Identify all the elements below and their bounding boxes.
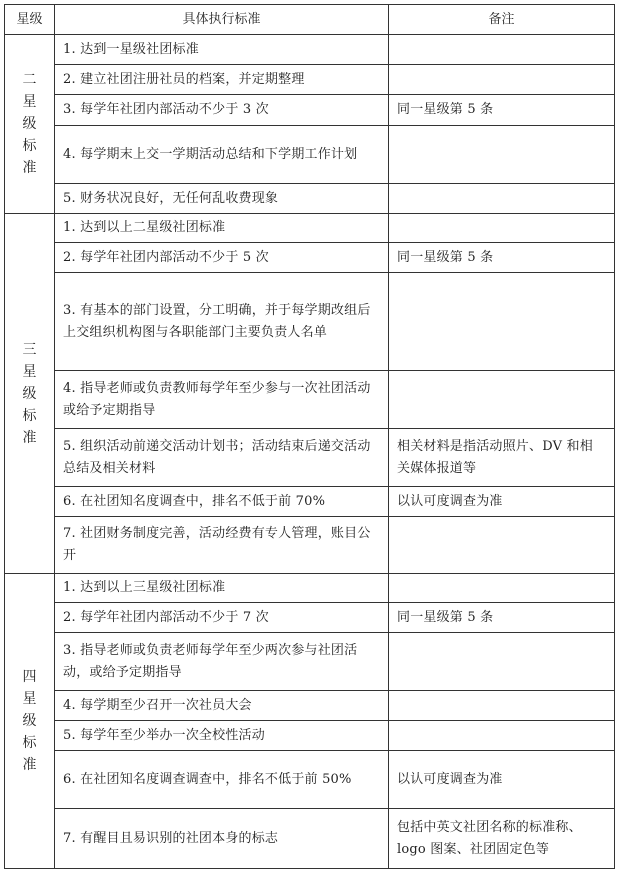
note-cell: 同一星级第 5 条: [389, 603, 615, 633]
note-cell: [389, 574, 615, 603]
note-cell: [389, 273, 615, 371]
criteria-cell: 1. 达到以上二星级社团标准: [55, 214, 389, 243]
note-cell: 相关材料是指活动照片、DV 和相关媒体报道等: [389, 429, 615, 487]
criteria-cell: 7. 社团财务制度完善，活动经费有专人管理，账目公开: [55, 517, 389, 574]
criteria-cell: 3. 有基本的部门设置，分工明确，并于每学期改组后上交组织机构图与各职能部门主要负责人名单: [55, 273, 389, 371]
table-row: [5, 574, 615, 603]
criteria-cell: 5. 组织活动前递交活动计划书；活动结束后递交活动总结及相关材料: [55, 429, 389, 487]
note-cell: [389, 184, 615, 214]
criteria-cell: 4. 每学期末上交一学期活动总结和下学期工作计划: [55, 126, 389, 184]
table-row: [5, 721, 615, 751]
criteria-cell: 5. 每学年至少举办一次全校性活动: [55, 721, 389, 751]
criteria-cell: 2. 建立社团注册社员的档案，并定期整理: [55, 65, 389, 95]
level-cell-4star: 四星级标准: [5, 574, 55, 869]
criteria-cell: 5. 财务状况良好，无任何乱收费现象: [55, 184, 389, 214]
criteria-cell: 2. 每学年社团内部活动不少于 5 次: [55, 243, 389, 273]
criteria-cell: 6. 在社团知名度调查调查中，排名不低于前 50%: [55, 751, 389, 809]
note-cell: 包括中英文社团名称的标准称、logo 图案、社团固定色等: [389, 809, 615, 869]
table-row: [5, 214, 615, 243]
note-cell: [389, 371, 615, 429]
table-row: [5, 126, 615, 184]
header-notes: 备注: [389, 5, 615, 35]
table-row: [5, 65, 615, 95]
table-row: [5, 633, 615, 691]
level-cell-2star: 二星级标准: [5, 35, 55, 214]
table-row: [5, 95, 615, 126]
note-cell: 同一星级第 5 条: [389, 243, 615, 273]
note-cell: [389, 65, 615, 95]
note-cell: [389, 214, 615, 243]
header-row: [5, 5, 615, 35]
table-row: [5, 603, 615, 633]
table-row: [5, 184, 615, 214]
table-row: [5, 35, 615, 65]
table-row: [5, 243, 615, 273]
table-row: [5, 273, 615, 371]
criteria-cell: 1. 达到一星级社团标准: [55, 35, 389, 65]
level-cell-3star: 三星级标准: [5, 214, 55, 574]
note-cell: [389, 126, 615, 184]
criteria-cell: 4. 每学期至少召开一次社员大会: [55, 691, 389, 721]
table-row: [5, 691, 615, 721]
table-row: [5, 429, 615, 487]
note-cell: [389, 35, 615, 65]
criteria-cell: 4. 指导老师或负责教师每学年至少参与一次社团活动或给予定期指导: [55, 371, 389, 429]
table-row: [5, 517, 615, 574]
criteria-cell: 6. 在社团知名度调查中，排名不低于前 70%: [55, 487, 389, 517]
note-cell: 以认可度调查为准: [389, 751, 615, 809]
table-row: [5, 809, 615, 869]
header-level: 星级: [5, 5, 55, 35]
note-cell: [389, 517, 615, 574]
note-cell: [389, 691, 615, 721]
table-row: [5, 751, 615, 809]
criteria-cell: 2. 每学年社团内部活动不少于 7 次: [55, 603, 389, 633]
criteria-cell: 7. 有醒目且易识别的社团本身的标志: [55, 809, 389, 869]
star-rating-standards-table: [4, 4, 615, 869]
header-criteria: 具体执行标准: [55, 5, 389, 35]
criteria-cell: 1. 达到以上三星级社团标准: [55, 574, 389, 603]
criteria-cell: 3. 每学年社团内部活动不少于 3 次: [55, 95, 389, 126]
note-cell: 同一星级第 5 条: [389, 95, 615, 126]
note-cell: [389, 633, 615, 691]
note-cell: 以认可度调查为准: [389, 487, 615, 517]
criteria-cell: 3. 指导老师或负责老师每学年至少两次参与社团活动，或给予定期指导: [55, 633, 389, 691]
table-row: [5, 487, 615, 517]
note-cell: [389, 721, 615, 751]
table-row: [5, 371, 615, 429]
